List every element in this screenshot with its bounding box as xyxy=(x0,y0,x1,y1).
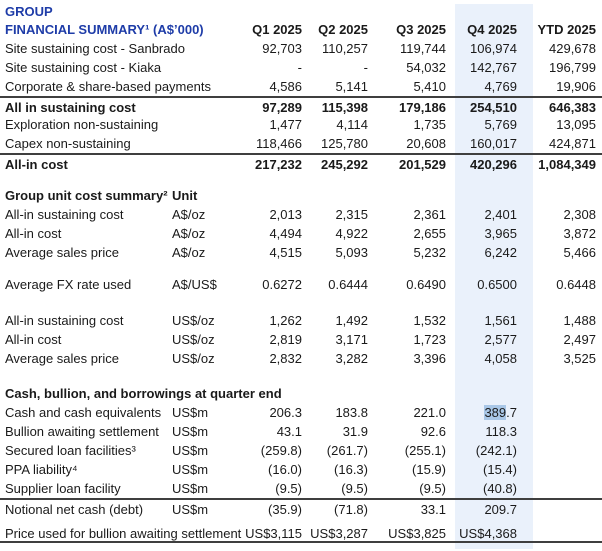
cell-q3: 2,655 xyxy=(413,226,446,241)
cell-q1: 2,819 xyxy=(269,332,302,347)
cell-q1: 97,289 xyxy=(262,100,302,115)
cell-ytd: 196,799 xyxy=(549,60,596,75)
row-unit: US$m xyxy=(172,443,209,458)
cell-q3: 54,032 xyxy=(406,60,446,75)
row-label: Bullion awaiting settlement xyxy=(5,424,159,439)
row-label: Site sustaining cost - Sanbrado xyxy=(5,41,185,56)
row-unit: A$/oz xyxy=(172,226,206,241)
cell-q1: 4,586 xyxy=(269,79,302,94)
cell-q4: 4,058 xyxy=(484,351,517,366)
row-label: Price used for bullion awaiting settlement xyxy=(5,526,242,541)
cell-q1: US$3,115 xyxy=(245,526,302,541)
column-header-q3-2025: Q3 2025 xyxy=(396,22,446,37)
cell-q2: 4,922 xyxy=(335,226,368,241)
row-label: Exploration non-sustaining xyxy=(5,117,159,132)
table-row xyxy=(0,77,602,96)
cell-ytd: 5,466 xyxy=(563,245,596,260)
cell-ytd: 1,084,349 xyxy=(538,157,596,172)
cell-q3: 0.6490 xyxy=(406,277,446,292)
cell-q2: (261.7) xyxy=(326,443,368,458)
cell-q1: 0.6272 xyxy=(262,277,302,292)
cell-q3: 1,735 xyxy=(413,117,446,132)
cell-q1: 206.3 xyxy=(269,405,302,420)
cell-q2: (71.8) xyxy=(334,502,368,517)
cell-ytd: 2,308 xyxy=(563,207,596,222)
cell-q2: 245,292 xyxy=(321,157,368,172)
table-row xyxy=(0,311,602,330)
cell-q4: 209.7 xyxy=(484,502,517,517)
cell-q4: (15.4) xyxy=(483,462,517,477)
cell-q4: 420,296 xyxy=(470,157,517,172)
cell-q4: 2,577 xyxy=(484,332,517,347)
cell-q4: (40.8) xyxy=(483,481,517,496)
cell-q1: (9.5) xyxy=(275,481,302,496)
cell-q3: 33.1 xyxy=(420,502,446,517)
cell-q3: 119,744 xyxy=(399,41,446,56)
row-label: Site sustaining cost - Kiaka xyxy=(5,60,162,75)
cell-q2: 5,141 xyxy=(335,79,368,94)
cell-q4: 4,769 xyxy=(484,79,517,94)
selected-text: 389 xyxy=(484,405,507,420)
cell-ytd: 2,497 xyxy=(563,332,596,347)
cell-q4: 1,561 xyxy=(484,313,517,328)
cell-q1: 1,477 xyxy=(269,117,302,132)
cell-q1: 43.1 xyxy=(276,424,302,439)
table-row xyxy=(0,39,602,58)
cell-q2: 3,171 xyxy=(335,332,368,347)
cell-q2: 31.9 xyxy=(342,424,368,439)
cell-q1: 217,232 xyxy=(255,157,302,172)
row-label: Group unit cost summary² xyxy=(5,188,168,203)
row-unit: A$/oz xyxy=(172,245,206,260)
cell-q2: 2,315 xyxy=(335,207,368,222)
cell-q3: 92.6 xyxy=(420,424,446,439)
table-spacer xyxy=(0,368,602,384)
cell-q3: US$3,825 xyxy=(388,526,446,541)
cell-ytd: 3,525 xyxy=(563,351,596,366)
cell-q4: 106,974 xyxy=(470,41,517,56)
column-header-row xyxy=(0,20,602,39)
cell-q4: 160,017 xyxy=(470,136,517,151)
cell-q2: - xyxy=(363,60,368,75)
row-label: Average sales price xyxy=(5,351,119,366)
cell-q2: (9.5) xyxy=(341,481,368,496)
cell-q4: 0.6500 xyxy=(477,277,517,292)
row-unit: Unit xyxy=(172,188,198,203)
cell-q3: 1,723 xyxy=(413,332,446,347)
row-label: All-in cost xyxy=(5,332,62,347)
cell-q3: (9.5) xyxy=(419,481,446,496)
cell-q3: 2,361 xyxy=(413,207,446,222)
table-row xyxy=(0,422,602,441)
cell-q3: 179,186 xyxy=(399,100,446,115)
row-label: Corporate & share-based payments xyxy=(5,79,211,94)
table-row xyxy=(0,330,602,349)
row-label: Average sales price xyxy=(5,245,119,260)
column-header-q2-2025: Q2 2025 xyxy=(318,22,368,37)
row-label: Average FX rate used xyxy=(5,277,132,292)
row-label: Cash and cash equivalents xyxy=(5,405,162,420)
cell-ytd: 424,871 xyxy=(549,136,596,151)
cell-q1: (259.8) xyxy=(260,443,302,458)
cell-q3: (15.9) xyxy=(412,462,446,477)
table-spacer xyxy=(0,294,602,311)
cell-q4: 6,242 xyxy=(484,245,517,260)
cell-q3: 5,410 xyxy=(413,79,446,94)
column-header-ytd-2025: YTD 2025 xyxy=(537,22,596,37)
row-unit: US$m xyxy=(172,424,209,439)
cell-q1: 4,494 xyxy=(269,226,302,241)
table-row xyxy=(0,115,602,134)
table-row xyxy=(0,58,602,77)
cell-q1: (35.9) xyxy=(268,502,302,517)
cell-ytd: 19,906 xyxy=(556,79,596,94)
row-label: Secured loan facilities³ xyxy=(5,443,136,458)
table-row xyxy=(0,498,602,517)
row-unit: A$/oz xyxy=(172,207,206,222)
cell-ytd: 429,678 xyxy=(549,41,596,56)
cell-q4: US$4,368 xyxy=(459,526,517,541)
cell-q3: 3,396 xyxy=(413,351,446,366)
table-row xyxy=(0,441,602,460)
cell-q2: 183.8 xyxy=(335,405,368,420)
row-unit: US$/oz xyxy=(172,332,215,347)
cell-q2: 110,257 xyxy=(321,41,368,56)
cell-q2: US$3,287 xyxy=(310,526,368,541)
table-row xyxy=(0,96,602,115)
cell-q2: 5,093 xyxy=(335,245,368,260)
row-label: All-in sustaining cost xyxy=(5,313,124,328)
table-row xyxy=(0,403,602,422)
table-title-row xyxy=(0,3,602,20)
cell-q4: 254,510 xyxy=(470,100,517,115)
row-unit: US$m xyxy=(172,502,209,517)
column-header-q1-2025: Q1 2025 xyxy=(252,22,302,37)
table-row xyxy=(0,479,602,498)
table-row xyxy=(0,224,602,243)
cell-q2: (16.3) xyxy=(334,462,368,477)
cell-q2: 125,780 xyxy=(321,136,368,151)
column-header-q4-2025: Q4 2025 xyxy=(467,22,517,37)
table-row xyxy=(0,524,602,543)
cell-q4: 5,769 xyxy=(484,117,517,132)
cell-q3: 221.0 xyxy=(413,405,446,420)
table-row xyxy=(0,134,602,153)
row-label: Supplier loan facility xyxy=(5,481,121,496)
cell-q1: (16.0) xyxy=(268,462,302,477)
cell-q3: (255.1) xyxy=(404,443,446,458)
cell-q4: (242.1) xyxy=(475,443,517,458)
table-title-line2: FINANCIAL SUMMARY¹ (A$’000) xyxy=(5,22,204,37)
cell-q4: 118.3 xyxy=(485,424,517,439)
table-spacer xyxy=(0,172,602,186)
row-label: Cash, bullion, and borrowings at quarter end xyxy=(5,386,282,401)
cell-q4: 389.7 xyxy=(484,405,517,420)
row-unit: A$/US$ xyxy=(172,277,217,292)
cell-q2: 1,492 xyxy=(335,313,368,328)
cell-q1: 2,832 xyxy=(269,351,302,366)
cell-q1: 2,013 xyxy=(269,207,302,222)
cell-q2: 3,282 xyxy=(335,351,368,366)
table-body xyxy=(0,39,602,543)
row-label: Notional net cash (debt) xyxy=(5,502,144,517)
cell-q4: 2,401 xyxy=(484,207,517,222)
table-row xyxy=(0,243,602,262)
table-title-line1: GROUP xyxy=(5,4,53,19)
row-unit: US$m xyxy=(172,481,209,496)
cell-q3: 1,532 xyxy=(413,313,446,328)
cell-q4: 3,965 xyxy=(484,226,517,241)
cell-q2: 4,114 xyxy=(336,117,368,132)
table-row xyxy=(0,275,602,294)
cell-q1: 92,703 xyxy=(262,41,302,56)
cell-q3: 201,529 xyxy=(399,157,446,172)
cell-ytd: 0.6448 xyxy=(556,277,596,292)
cell-q1: - xyxy=(297,60,302,75)
cell-q1: 4,515 xyxy=(269,245,302,260)
table-row xyxy=(0,460,602,479)
row-label: Capex non-sustaining xyxy=(5,136,131,151)
row-label: All-in sustaining cost xyxy=(5,207,124,222)
table-spacer xyxy=(0,262,602,275)
row-label: PPA liability⁴ xyxy=(5,462,78,477)
cell-q1: 1,262 xyxy=(269,313,302,328)
table-row xyxy=(0,349,602,368)
table-row xyxy=(0,153,602,172)
table-row xyxy=(0,186,602,205)
row-unit: US$m xyxy=(172,405,209,420)
cell-q2: 115,398 xyxy=(321,100,368,115)
cell-q4: 142,767 xyxy=(470,60,517,75)
cell-ytd: 1,488 xyxy=(563,313,596,328)
cell-q2: 0.6444 xyxy=(328,277,368,292)
cell-q3: 5,232 xyxy=(413,245,446,260)
table-row xyxy=(0,205,602,224)
row-unit: US$/oz xyxy=(172,313,215,328)
cell-ytd: 646,383 xyxy=(549,100,596,115)
table-row xyxy=(0,384,602,403)
cell-ytd: 13,095 xyxy=(556,117,596,132)
cell-q1: 118,466 xyxy=(255,136,302,151)
row-label: All-in cost xyxy=(5,226,62,241)
row-label: All in sustaining cost xyxy=(5,100,136,115)
row-label: All-in cost xyxy=(5,157,68,172)
cell-ytd: 3,872 xyxy=(563,226,596,241)
row-unit: US$/oz xyxy=(172,351,215,366)
cell-q3: 20,608 xyxy=(406,136,446,151)
row-unit: US$m xyxy=(172,462,209,477)
